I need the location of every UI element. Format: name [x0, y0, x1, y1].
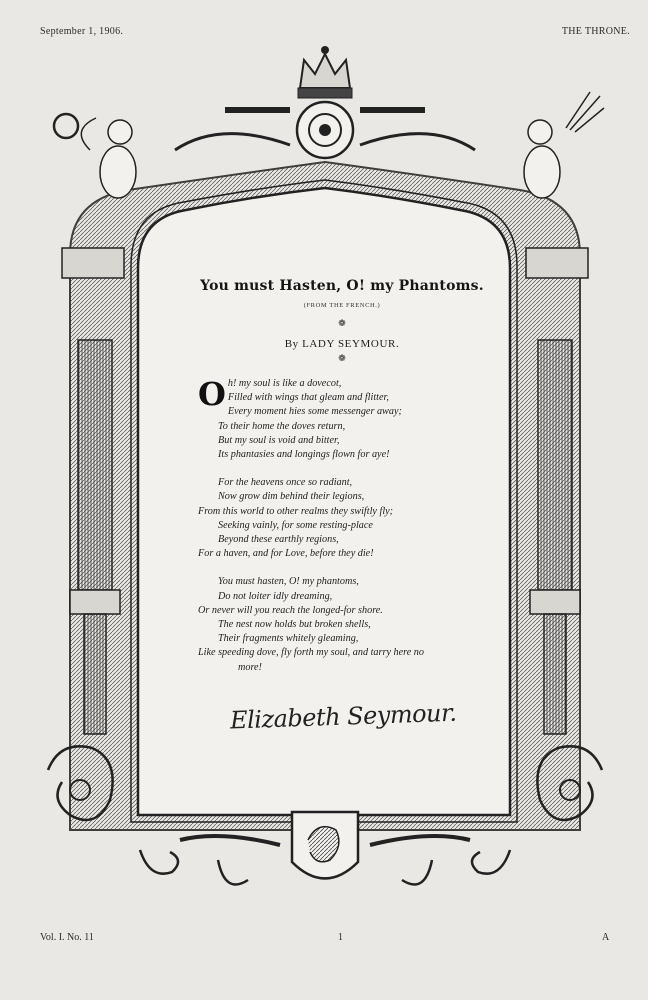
poem-line: But my soul is void and bitter,: [218, 434, 340, 446]
stanza-1: [142, 377, 542, 462]
poem-line: Do not loiter idly dreaming,: [218, 590, 333, 602]
cherub-left-icon: [54, 114, 136, 198]
poem-line: From this world to other realms they swiftly fly;: [198, 505, 394, 517]
lion-shield-icon: [292, 812, 358, 879]
poem-subtitle: (FROM THE FRENCH.): [303, 302, 381, 309]
poem-line: Every moment hies some messenger away;: [227, 406, 402, 418]
signature: Elizabeth Seymour.: [229, 698, 457, 735]
poem-line: Now grow dim behind their legions,: [218, 491, 365, 503]
poem-line: Filled with wings that gleam and flitter,: [227, 392, 389, 404]
poem-line: Seeking vainly, for some resting-place: [218, 519, 373, 531]
poem-line: Or never will you reach the longed-for shore.: [198, 604, 383, 616]
poem-title: You must Hasten, O! my Phantoms.: [200, 278, 484, 294]
poem-line: Their fragments whitely gleaming,: [218, 633, 359, 645]
poem-line: more!: [238, 661, 262, 673]
poem-line: You must hasten, O! my phantoms,: [218, 576, 359, 588]
poem-line: Beyond these earthly regions,: [218, 534, 339, 546]
poem: [142, 278, 542, 675]
poem-byline: By LADY SEYMOUR.: [284, 338, 400, 350]
tudor-rose-icon: [297, 102, 353, 158]
poem-line: To their home the doves return,: [218, 420, 346, 432]
poem-line: For the heavens once so radiant,: [218, 477, 353, 489]
crown-icon: [298, 46, 352, 98]
header-publication: THE THRONE.: [561, 26, 630, 37]
poem-line: Like speeding dove, fly forth my soul, and tarry here no: [198, 647, 424, 659]
stanza-2: [142, 476, 542, 561]
drop-cap: O: [198, 375, 226, 413]
footer-page-number: 1: [338, 932, 343, 943]
ornament-bottom: ❁: [338, 353, 346, 363]
poem-line: The nest now holds but broken shells,: [218, 619, 371, 631]
footer-signature-mark: A: [602, 932, 610, 943]
poem-line: h! my soul is like a dovecot,: [227, 378, 342, 389]
cherub-right-icon: [524, 92, 604, 198]
footer-volume: Vol. I. No. 11: [40, 932, 94, 943]
header-date: September 1, 1906.: [40, 26, 124, 37]
poem-line: Its phantasies and longings flown for aye!: [218, 449, 390, 461]
stanza-3: [142, 575, 542, 674]
ornament-top: ❁: [338, 318, 346, 328]
poem-line: For a haven, and for Love, before they die!: [198, 548, 374, 560]
